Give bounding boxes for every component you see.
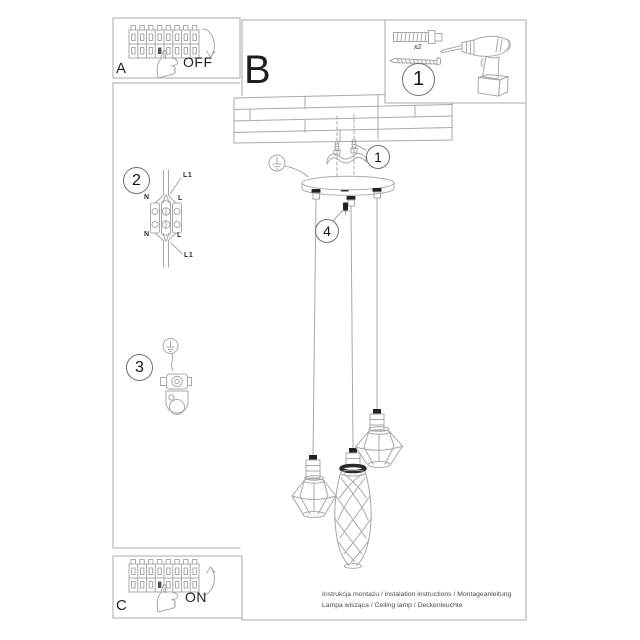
- cage-shade-center-icon: [335, 466, 372, 569]
- step-b-label: B: [244, 48, 271, 92]
- arrow-down-icon: [203, 29, 215, 57]
- wire-label-l-bottom: L: [177, 232, 182, 239]
- panel-c-label: C: [116, 597, 127, 614]
- parts-badge: 1: [402, 63, 435, 96]
- breaker-panel-a-icon: [129, 26, 199, 79]
- terminal-block-icon: [151, 170, 183, 267]
- panel-a-label: A: [116, 60, 127, 77]
- wire-label-l-top: L: [178, 195, 183, 202]
- strain-relief-icon: [333, 203, 350, 222]
- switch-off-label: OFF: [183, 54, 213, 70]
- ground-step-icon: [161, 339, 192, 415]
- callout-strain-relief-badge: 4: [315, 219, 339, 243]
- step-2-badge: 2: [123, 167, 150, 194]
- footer-line-2: Lampa wisząca / Ceiling lamp / Deckenleuchte: [322, 601, 463, 609]
- panel-c-frame: [113, 556, 242, 618]
- callout-screws-badge: 1: [366, 145, 390, 169]
- layout-frames: [113, 18, 526, 620]
- wire-label-n-bottom: N: [144, 231, 150, 238]
- footer-text: [322, 590, 511, 611]
- cage-shade-right-icon: [356, 427, 403, 468]
- footer-line-1: Instrukcja montażu / instalation instructions / Montageanleitung: [322, 591, 512, 598]
- switch-on-label: ON: [185, 589, 207, 605]
- cage-shade-left-icon: [292, 476, 336, 518]
- mounting-bracket-icon: [327, 153, 366, 164]
- wire-label-n-top: N: [144, 194, 150, 201]
- ground-icon: [269, 155, 308, 177]
- wire-label-l1-top: L1: [183, 172, 193, 179]
- step-3-badge: 3: [126, 354, 153, 381]
- mounting-screws-icon: [334, 114, 358, 176]
- anchor-quantity-label: x2: [414, 44, 422, 51]
- panel-b-frame: [242, 20, 526, 620]
- wire-label-l1-bottom: L1: [184, 252, 194, 259]
- left-panel-frame: [113, 83, 240, 548]
